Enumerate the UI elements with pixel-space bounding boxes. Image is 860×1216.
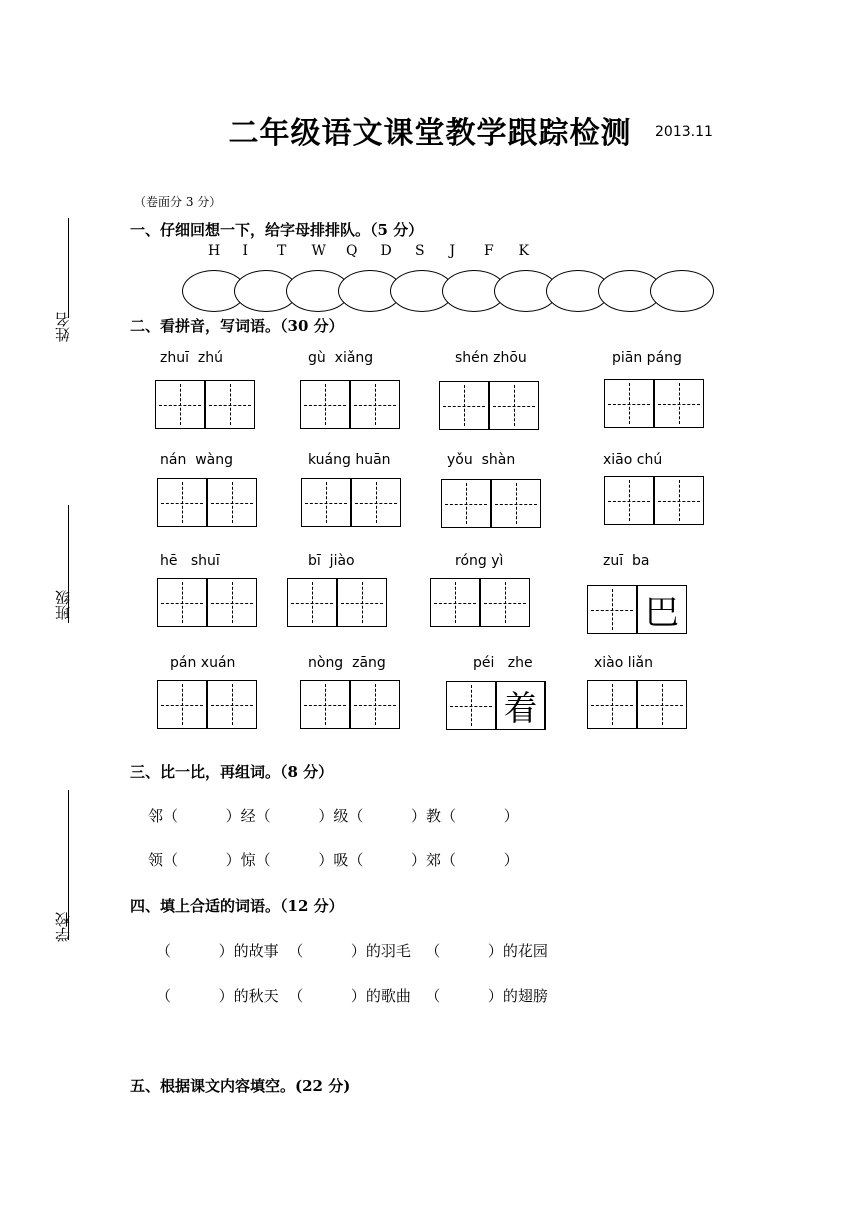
pinyin-label: bī jiào	[308, 553, 355, 569]
pinyin-label: péi zhe	[473, 655, 533, 671]
writing-cell[interactable]	[637, 680, 687, 729]
writing-cell[interactable]	[157, 578, 207, 627]
writing-cell[interactable]	[157, 680, 207, 729]
letter: J	[449, 243, 456, 259]
writing-cell[interactable]	[441, 479, 491, 528]
fill-row[interactable]: （ ）的故事 （ ）的羽毛 （ ）的花园	[156, 942, 548, 960]
writing-grid	[604, 379, 704, 428]
writing-cell[interactable]	[350, 680, 400, 729]
letter-list	[208, 243, 553, 259]
writing-cell[interactable]	[157, 478, 207, 527]
given-char: 着	[497, 682, 544, 729]
writing-cell[interactable]	[337, 578, 387, 627]
exam-date: 2013.11	[655, 124, 713, 140]
writing-cell[interactable]	[489, 381, 539, 430]
writing-cell[interactable]	[439, 381, 489, 430]
writing-cell[interactable]	[350, 380, 400, 429]
writing-cell[interactable]	[430, 578, 480, 627]
section-3-heading: 三、比一比，再组词。（8 分）	[130, 763, 334, 781]
writing-grid	[300, 380, 400, 429]
pinyin-label: nán wàng	[160, 452, 234, 468]
letter: S	[415, 243, 425, 259]
letter: F	[484, 243, 494, 259]
letter: T	[277, 243, 287, 259]
writing-grid	[157, 680, 257, 729]
section-4-heading: 四、填上合适的词语。（12 分）	[130, 897, 344, 915]
pinyin-label: pán xuán	[170, 655, 236, 671]
letter: H	[208, 243, 221, 259]
pinyin-label: róng yì	[455, 553, 504, 569]
class-label: 班级	[54, 590, 72, 620]
writing-cell[interactable]	[207, 578, 257, 627]
writing-cell[interactable]	[301, 478, 351, 527]
pinyin-label: hē shuī	[160, 553, 220, 569]
pinyin-label: nòng zāng	[308, 655, 386, 671]
name-line	[68, 218, 69, 318]
writing-cell[interactable]	[207, 680, 257, 729]
pinyin-label: shén zhōu	[455, 350, 527, 366]
writing-grid	[587, 680, 687, 729]
writing-cell[interactable]	[587, 585, 637, 634]
compare-row[interactable]: 邻（ ）经（ ）级（ ）教（ ）	[148, 807, 519, 825]
page-title: 二年级语文课堂教学跟踪检测	[228, 116, 632, 151]
writing-cell[interactable]	[300, 380, 350, 429]
section-5-heading: 五、根据课文内容填空。(22 分)	[130, 1077, 351, 1095]
writing-grid	[157, 578, 257, 627]
writing-cell[interactable]	[351, 478, 401, 527]
writing-cell[interactable]	[480, 578, 530, 627]
writing-cell[interactable]	[604, 379, 654, 428]
pinyin-label: piān páng	[612, 350, 682, 366]
writing-cell[interactable]	[207, 478, 257, 527]
writing-grid	[587, 585, 687, 634]
writing-cell[interactable]	[587, 680, 637, 729]
pinyin-label: xiāo chú	[603, 452, 663, 468]
writing-grid	[430, 578, 530, 627]
fill-row[interactable]: （ ）的秋天 （ ）的歌曲 （ ）的翅膀	[156, 987, 548, 1005]
writing-cell[interactable]	[654, 379, 704, 428]
presentation-score-note: （卷面分 3 分）	[134, 195, 222, 209]
letter: Q	[346, 243, 358, 259]
pinyin-label: zuī ba	[603, 553, 650, 569]
letter: I	[242, 243, 249, 259]
given-char-cell	[637, 585, 687, 634]
pinyin-label: zhuī zhú	[160, 350, 223, 366]
writing-cell[interactable]	[604, 476, 654, 525]
pinyin-label: gù xiǎng	[308, 350, 374, 366]
writing-cell[interactable]	[287, 578, 337, 627]
writing-grid	[446, 681, 546, 730]
writing-grid	[287, 578, 387, 627]
letter: K	[518, 243, 529, 259]
pinyin-label: yǒu shàn	[447, 452, 516, 468]
pinyin-label: xiào liǎn	[594, 655, 654, 671]
section-1-heading: 一、仔细回想一下，给字母排排队。（5 分）	[130, 221, 424, 239]
school-label: 学校	[54, 912, 72, 942]
name-label: 姓名	[54, 312, 72, 342]
pinyin-label: kuáng huān	[308, 452, 391, 468]
writing-cell[interactable]	[491, 479, 541, 528]
answer-oval[interactable]	[650, 270, 714, 312]
letter: D	[380, 243, 392, 259]
writing-grid	[300, 680, 400, 729]
writing-cell[interactable]	[654, 476, 704, 525]
writing-cell[interactable]	[155, 380, 205, 429]
given-char-cell	[496, 681, 546, 730]
given-char: 巴	[638, 586, 686, 633]
writing-cell[interactable]	[300, 680, 350, 729]
writing-grid	[604, 476, 704, 525]
compare-row[interactable]: 领（ ）惊（ ）吸（ ）郊（ ）	[148, 851, 519, 869]
writing-grid	[155, 380, 255, 429]
writing-cell[interactable]	[205, 380, 255, 429]
section-2-heading: 二、看拼音，写词语。（30 分）	[130, 317, 344, 335]
writing-grid	[301, 478, 401, 527]
writing-cell[interactable]	[446, 681, 496, 730]
writing-grid	[157, 478, 257, 527]
writing-grid	[441, 479, 541, 528]
writing-grid	[439, 381, 539, 430]
letter: W	[311, 243, 326, 259]
